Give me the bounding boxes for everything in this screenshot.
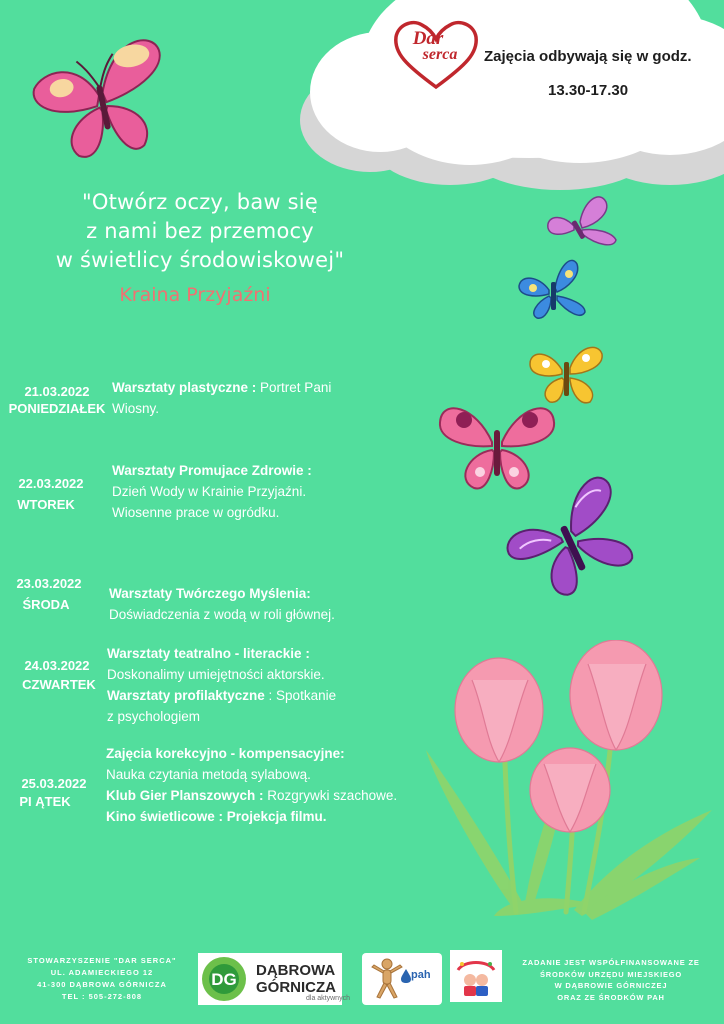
organization-address [8, 955, 196, 1003]
activity-line: Warsztaty Twórczego Myślenia: [109, 586, 311, 601]
title-line-2: z nami bez przemocy [86, 219, 314, 243]
event-title [30, 188, 370, 275]
org-line: STOWARZYSZENIE "DAR SERCA" [27, 956, 177, 965]
activity-line: Dzień Wody w Krainie Przyjaźni. [112, 484, 307, 499]
dg-logo-line1: DĄBROWA [256, 962, 336, 979]
purple-butterfly-icon [540, 192, 622, 254]
funding-line: ZADANIE JEST WSPÓŁFINANSOWANE ZE [522, 958, 700, 967]
dg-logo-tagline: dla aktywnych [306, 995, 350, 1002]
activity-line: z psychologiem [107, 709, 201, 724]
title-line-1: "Otwórz oczy, baw się [82, 190, 318, 214]
activity-line: Warsztaty profilaktyczne : Spotkanie [107, 688, 337, 703]
children-club-logo [450, 950, 502, 1002]
dg-mark-icon [200, 955, 248, 1003]
day-name: CZWARTEK [22, 677, 96, 692]
logo-text-dar: Dar [412, 28, 444, 49]
activity-line: Kino świetlicowe : Projekcja filmu. [106, 809, 327, 824]
activity-line: Wiosenne prace w ogródku. [112, 505, 280, 520]
funding-note [506, 957, 716, 1003]
day-date: 25.03.2022 [21, 776, 87, 791]
pink-butterfly-icon [30, 35, 175, 165]
org-line: 41-300 DĄBROWA GÓRNICZA [37, 980, 167, 989]
violet-butterfly-icon [500, 472, 642, 604]
activity-line: Wiosny. [112, 401, 160, 416]
dg-logo-line2: GÓRNICZA [256, 979, 336, 996]
day-date: 24.03.2022 [24, 658, 90, 673]
funding-line: ŚRODKÓW URZĘDU MIEJSKIEGO [539, 969, 683, 979]
hours-label: Zajęcia odbywają się w godz. [484, 48, 692, 65]
blue-butterfly-icon [515, 252, 591, 328]
org-line: TEL : 505-272-808 [61, 992, 143, 1001]
logo-text-serca: serca [422, 46, 458, 63]
funding-line: W DĄBROWIE GÓRNICZEJ [554, 981, 668, 990]
dar-serca-logo [388, 17, 484, 93]
funding-line: ORAZ ZE ŚRODKÓW PAH [557, 992, 665, 1002]
event-subtitle: Kraina Przyjaźni [119, 284, 271, 306]
day-date: 21.03.2022 [24, 384, 90, 399]
hours-time: 13.30-17.30 [548, 82, 629, 99]
pah-logo-text: pah [411, 969, 431, 981]
tulips-illustration [424, 640, 716, 925]
day-name: ŚRODA [22, 597, 70, 612]
day-date: 22.03.2022 [18, 476, 84, 491]
activity-line: Klub Gier Planszowych : Rozgrywki szachowe. [106, 788, 398, 803]
activity-line: Warsztaty teatralno - literackie : [107, 646, 310, 661]
activity-line: Warsztaty Promujace Zdrowie : [112, 463, 312, 478]
title-line-3: w świetlicy środowiskowej" [55, 248, 345, 272]
org-line: UL. ADAMIECKIEGO 12 [50, 968, 154, 977]
activity-line: Zajęcia korekcyjno - kompensacyjne: [106, 746, 345, 761]
day-name: PONIEDZIAŁEK [8, 401, 106, 416]
day-name: WTOREK [17, 497, 75, 512]
svg-text:DG: DG [211, 970, 237, 989]
activity-line: Doświadczenia z wodą w roli głównej. [109, 607, 335, 622]
activity-line: Doskonalimy umiejętności aktorskie. [107, 667, 325, 682]
activity-line: Warsztaty plastyczne : Portret Pani [112, 380, 332, 395]
activity-line: Nauka czytania metodą sylabową. [106, 767, 311, 782]
day-name: PI ĄTEK [19, 794, 71, 809]
day-date: 23.03.2022 [16, 576, 82, 591]
